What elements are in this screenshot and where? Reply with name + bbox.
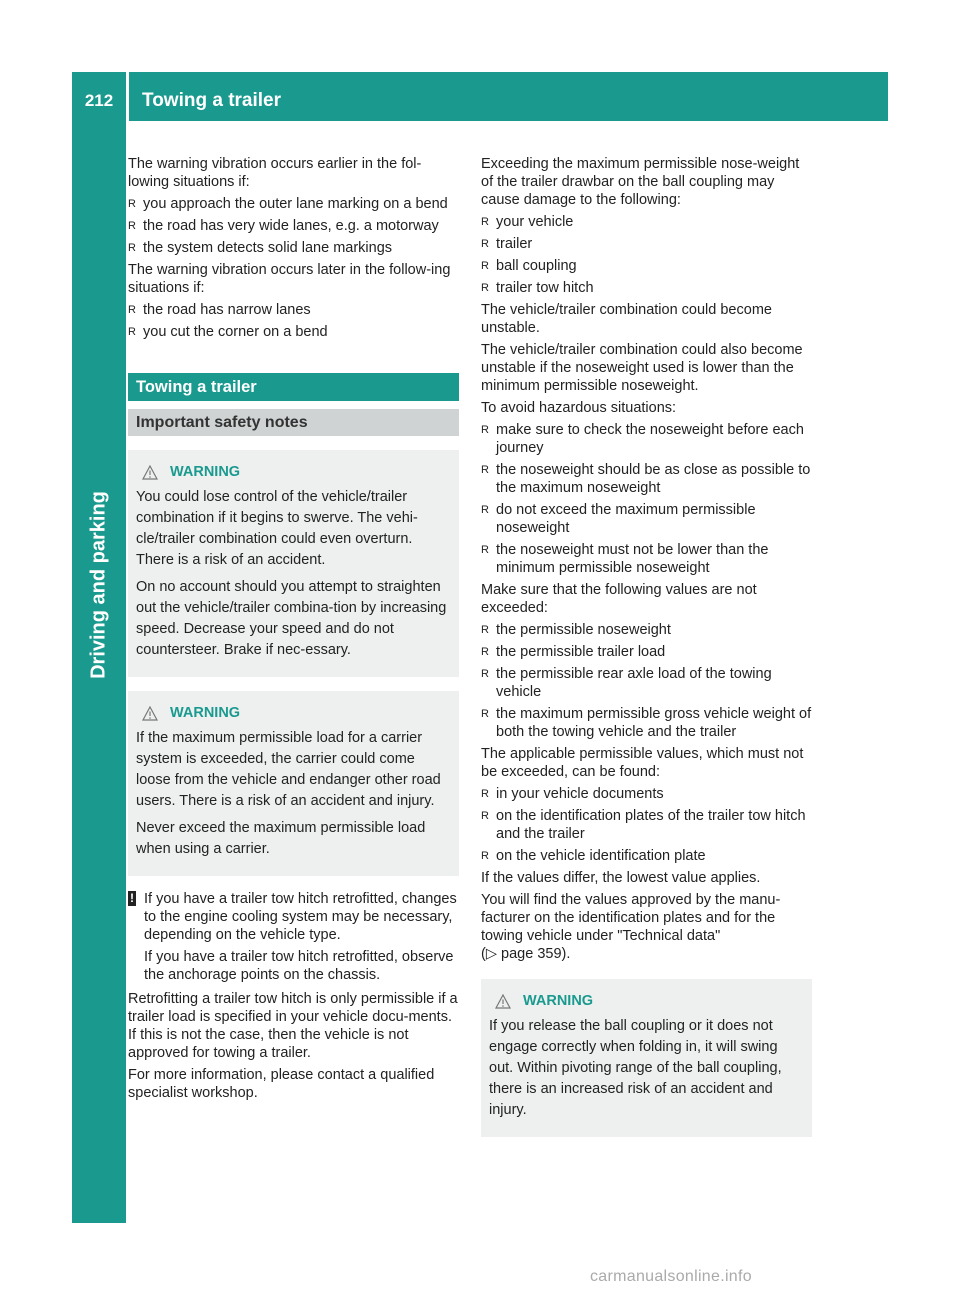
warning-box — [128, 691, 459, 876]
bullet-list — [481, 213, 812, 297]
list-item — [481, 665, 812, 701]
list-item-text: on the vehicle identification plate — [496, 848, 706, 864]
bullet-icon: R — [128, 220, 136, 232]
list-item-text: make sure to check the noseweight before each journey — [496, 422, 804, 456]
warning-text: On no account should you attempt to straighten out the vehicle/trailer combina-tion by increasing speed. Decrease your speed and do not countersteer. Brake if nec-essary. — [136, 579, 447, 658]
list-item-text: the noseweight should be as close as possible to the maximum noseweight — [496, 462, 811, 496]
list-item-text: the noseweight must not be lower than the minimum permissible noseweight — [496, 542, 769, 576]
list-item — [128, 323, 459, 341]
paragraph: For more information, please contact a qualified specialist workshop. — [128, 1067, 435, 1101]
list-item-text: trailer tow hitch — [496, 280, 594, 296]
bullet-icon: R — [481, 646, 489, 658]
list-item-text: the maximum permissible gross vehicle weight of both the towing vehicle and the trailer — [496, 706, 812, 740]
list-item-text: trailer — [496, 236, 533, 252]
warning-label: WARNING — [523, 993, 594, 1009]
chapter-title: Towing a trailer — [142, 90, 282, 111]
section-sidebar — [72, 121, 126, 1223]
paragraph: Retrofitting a trailer tow hitch is only permissible if a trailer load is specified in your vehicle docu-ments. If this is not the case, then the vehicle is not approved for towing a trailer. — [128, 991, 458, 1061]
warning-box — [128, 450, 459, 677]
page-reference-link[interactable]: page 359). — [501, 946, 571, 962]
list-item — [481, 501, 812, 537]
warning-header — [489, 991, 804, 1012]
left-column — [128, 155, 459, 1106]
section-tab-label: Driving and parking — [87, 491, 110, 679]
watermark: carmanualsonline.info — [590, 1268, 752, 1285]
header-divider — [126, 72, 129, 121]
paragraph-text: You will find the values approved by the manu-facturer on the identification plates and for the towing vehicle under "Technical data" — [481, 892, 781, 944]
list-item — [128, 301, 459, 319]
bullet-icon: R — [481, 788, 489, 800]
paragraph: The applicable permissible values, which must not be exceeded, can be found: — [481, 746, 804, 780]
list-item-text: on the identification plates of the trailer tow hitch and the trailer — [496, 808, 806, 842]
bullet-icon: R — [481, 624, 489, 636]
right-column — [481, 155, 812, 1151]
paragraph: Exceeding the maximum permissible nose-weight of the trailer drawbar on the ball coupling may cause damage to the following: — [481, 156, 800, 208]
warning-text: If you release the ball coupling or it does not engage correctly when folding in, it will swing out. Within pivoting range of the ball coupling, there is an increased risk of an accident and injury. — [489, 1018, 782, 1118]
bullet-icon: R — [481, 850, 489, 862]
list-item — [128, 217, 459, 235]
bullet-icon: R — [128, 242, 136, 254]
list-item — [481, 279, 812, 297]
paragraph: Make sure that the following values are not exceeded: — [481, 582, 757, 616]
list-item — [128, 195, 459, 213]
bullet-icon: R — [128, 198, 136, 210]
paragraph: If the values differ, the lowest value applies. — [481, 870, 761, 886]
warning-label: WARNING — [170, 464, 241, 480]
bullet-icon: R — [128, 304, 136, 316]
list-item — [481, 807, 812, 843]
caution-note — [128, 890, 459, 984]
bullet-icon: R — [481, 504, 489, 516]
list-item-text: your vehicle — [496, 214, 574, 230]
bullet-icon: R — [481, 238, 489, 250]
list-item — [481, 785, 812, 803]
list-item — [481, 213, 812, 231]
bullet-icon: R — [481, 260, 489, 272]
list-item — [481, 643, 812, 661]
page-number: 212 — [84, 91, 114, 110]
list-item — [481, 421, 812, 457]
list-item-text: in your vehicle documents — [496, 786, 664, 802]
bullet-icon: R — [128, 326, 136, 338]
list-item-text: you approach the outer lane marking on a bend — [143, 196, 448, 212]
note-text: If you have a trailer tow hitch retrofitted, observe the anchorage points on the chassis. — [144, 949, 454, 983]
warning-triangle-icon — [142, 465, 158, 480]
list-item-text: the system detects solid lane markings — [143, 240, 393, 256]
note-text: If you have a trailer tow hitch retrofitted, changes to the engine cooling system may be necessary, depending on the vehicle type. — [144, 891, 457, 943]
warning-triangle-icon — [495, 994, 511, 1009]
list-item-text: the road has narrow lanes — [143, 302, 311, 318]
list-item-text: the road has very wide lanes, e.g. a motorway — [143, 218, 439, 234]
bullet-list — [128, 301, 459, 341]
list-item-text: you cut the corner on a bend — [143, 324, 328, 340]
page-header — [72, 72, 888, 121]
ref-open: ( — [481, 946, 486, 962]
paragraph: The vehicle/trailer combination could become unstable. — [481, 302, 772, 336]
bullet-icon: R — [481, 464, 489, 476]
section-heading: Towing a trailer — [128, 373, 459, 401]
warning-text: If the maximum permissible load for a carrier system is exceeded, the carrier could come loose from the vehicle and endanger other road users. There is a risk of an accident and injury. — [136, 730, 441, 809]
bullet-icon: R — [481, 668, 489, 680]
bullet-icon: R — [481, 708, 489, 720]
list-item — [481, 705, 812, 741]
bullet-list — [481, 785, 812, 865]
bullet-icon: R — [481, 810, 489, 822]
bullet-icon: R — [481, 544, 489, 556]
list-item-text: the permissible noseweight — [496, 622, 671, 638]
list-item-text: ball coupling — [496, 258, 577, 274]
warning-header — [136, 703, 451, 724]
paragraph: The vehicle/trailer combination could also become unstable if the noseweight used is lower than the minimum permissible noseweight. — [481, 342, 803, 394]
bullet-icon: R — [481, 282, 489, 294]
list-item — [481, 257, 812, 275]
list-item — [481, 847, 812, 865]
paragraph — [481, 891, 812, 963]
warning-box — [481, 979, 812, 1137]
paragraph: To avoid hazardous situations: — [481, 400, 677, 416]
warning-label: WARNING — [170, 705, 241, 721]
bullet-icon: R — [481, 424, 489, 436]
list-item — [481, 541, 812, 577]
list-item — [481, 621, 812, 639]
bullet-icon: R — [481, 216, 489, 228]
warning-text: Never exceed the maximum permissible load when using a carrier. — [136, 820, 426, 857]
list-item — [481, 235, 812, 253]
bullet-list — [481, 621, 812, 741]
subsection-heading: Important safety notes — [128, 409, 459, 436]
paragraph: The warning vibration occurs later in the follow-ing situations if: — [128, 262, 451, 296]
bullet-list — [481, 421, 812, 577]
paragraph: The warning vibration occurs earlier in the fol-lowing situations if: — [128, 156, 422, 190]
warning-triangle-icon — [142, 706, 158, 721]
list-item — [128, 239, 459, 257]
list-item-text: the permissible rear axle load of the towing vehicle — [496, 666, 772, 700]
exclamation-icon: ! — [130, 891, 134, 905]
warning-text: You could lose control of the vehicle/trailer combination if it begins to swerve. The vehi-cle/trailer combination could even overturn. There is a risk of an accident. — [136, 489, 418, 568]
bullet-list — [128, 195, 459, 257]
list-item — [481, 461, 812, 497]
warning-header — [136, 462, 451, 483]
list-item-text: the permissible trailer load — [496, 644, 666, 660]
page-ref-arrow-icon: ▷ — [485, 946, 497, 962]
list-item-text: do not exceed the maximum permissible noseweight — [496, 502, 756, 536]
